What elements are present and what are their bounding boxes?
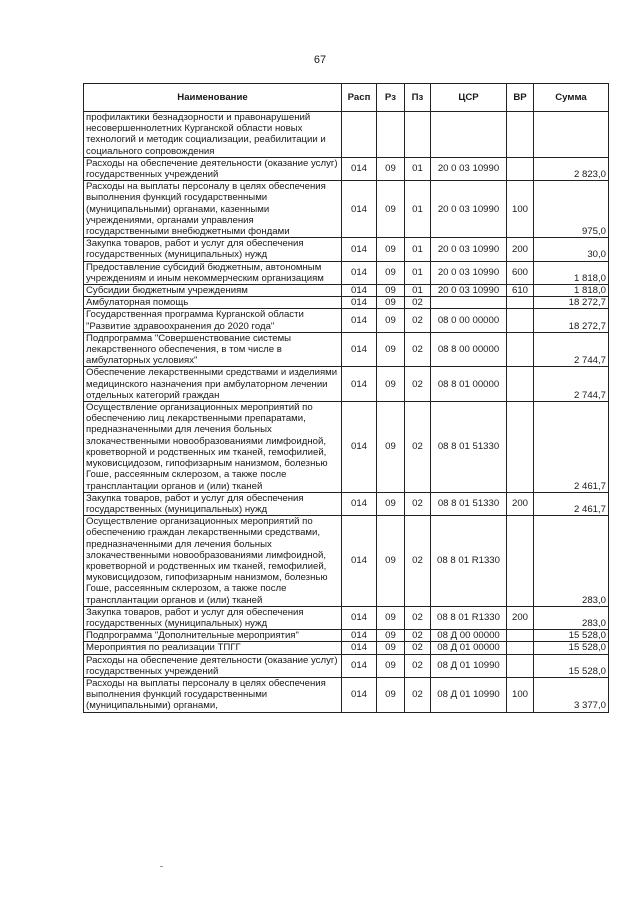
row-sum-cell: 15 528,0 [534, 642, 609, 654]
row-sum-cell [534, 112, 609, 158]
table-row [84, 654, 609, 677]
row-name-cell: Расходы на обеспечение деятельности (оказание услуг) государственных учреждений [84, 654, 342, 677]
row-rz-cell: 09 [377, 606, 405, 629]
row-vr-cell: 100 [507, 181, 534, 238]
header-pz: Пз [405, 84, 431, 112]
row-vr-cell: 200 [507, 238, 534, 261]
row-csr-cell: 20 0 03 10990 [431, 181, 507, 238]
row-rasp-cell: 014 [342, 367, 377, 402]
row-pz-cell: 02 [405, 606, 431, 629]
row-sum-cell: 3 377,0 [534, 677, 609, 712]
row-vr-cell [507, 402, 534, 493]
row-vr-cell [507, 642, 534, 654]
row-rz-cell [377, 112, 405, 158]
row-rasp-cell: 014 [342, 630, 377, 642]
row-name-cell: Государственная программа Курганской области "Развитие здравоохранения до 2020 года" [84, 309, 342, 332]
row-rasp-cell: 014 [342, 332, 377, 367]
row-vr-cell [507, 630, 534, 642]
row-sum-cell: 1 818,0 [534, 261, 609, 284]
row-csr-cell: 20 0 03 10990 [431, 238, 507, 261]
row-rz-cell: 09 [377, 157, 405, 180]
table-row [84, 157, 609, 180]
row-rz-cell: 09 [377, 238, 405, 261]
row-pz-cell: 01 [405, 181, 431, 238]
row-vr-cell [507, 157, 534, 180]
row-rasp-cell: 014 [342, 238, 377, 261]
row-rasp-cell: 014 [342, 516, 377, 607]
row-name-cell: Амбулаторная помощь [84, 297, 342, 309]
row-rz-cell: 09 [377, 309, 405, 332]
row-sum-cell: 18 272,7 [534, 309, 609, 332]
row-vr-cell [507, 367, 534, 402]
row-rz-cell: 09 [377, 402, 405, 493]
row-rasp-cell: 014 [342, 642, 377, 654]
row-sum-cell: 283,0 [534, 516, 609, 607]
row-name-cell: Подпрограмма "Дополнительные мероприятия" [84, 630, 342, 642]
row-rz-cell: 09 [377, 630, 405, 642]
row-rz-cell: 09 [377, 261, 405, 284]
row-name-cell: Осуществление организационных мероприятий по обеспечению лиц лекарственными препаратами, предназначенными для лечения больных злокачественными новообразованиями лимфоидной, кроветворной и родственных им тканей, гемофилией, муковисцидозом, гипофизарным нанизмом, болезнью Гоше, рассеянным склерозом, а также после трансплантации органов и (или) тканей [84, 402, 342, 493]
row-rasp-cell: 014 [342, 181, 377, 238]
table-row [84, 630, 609, 642]
row-vr-cell [507, 654, 534, 677]
table-body [84, 112, 609, 713]
row-rasp-cell: 014 [342, 606, 377, 629]
row-csr-cell: 08 Д 01 10990 [431, 654, 507, 677]
row-rasp-cell [342, 112, 377, 158]
row-pz-cell: 02 [405, 402, 431, 493]
row-pz-cell: 02 [405, 297, 431, 309]
row-vr-cell: 200 [507, 492, 534, 515]
row-rasp-cell: 014 [342, 285, 377, 297]
row-rasp-cell: 014 [342, 677, 377, 712]
row-csr-cell: 08 8 01 R1330 [431, 516, 507, 607]
row-name-cell: Закупка товаров, работ и услуг для обеспечения государственных (муниципальных) нужд [84, 238, 342, 261]
row-csr-cell: 08 8 01 R1330 [431, 606, 507, 629]
row-csr-cell: 08 8 01 51330 [431, 402, 507, 493]
row-csr-cell: 20 0 03 10990 [431, 157, 507, 180]
row-csr-cell: 08 Д 01 00000 [431, 642, 507, 654]
row-sum-cell: 2 461,7 [534, 402, 609, 493]
table-row [84, 285, 609, 297]
row-csr-cell: 08 8 01 00000 [431, 367, 507, 402]
row-name-cell: Расходы на выплаты персоналу в целях обеспечения выполнения функций государственными (муниципальными) органами, казенными учреждениями, органами управления государственными внебюджетными фондами [84, 181, 342, 238]
header-csr: ЦСР [431, 84, 507, 112]
row-name-cell: Осуществление организационных мероприятий по обеспечению граждан лекарственными средствами, предназначенными для лечения больных злокачественными новообразованиями лимфоидной, кроветворной и родственных им тканей, гемофилией, муковисцидозом, гипофизарным нанизмом, болезнью Гоше, рассеянным склерозом, а также после трансплантации органов и (или) тканей [84, 516, 342, 607]
row-sum-cell: 975,0 [534, 181, 609, 238]
row-name-cell: Субсидии бюджетным учреждениям [84, 285, 342, 297]
row-pz-cell: 01 [405, 261, 431, 284]
row-rasp-cell: 014 [342, 297, 377, 309]
table-header-row [84, 84, 609, 112]
table-row [84, 238, 609, 261]
row-vr-cell [507, 112, 534, 158]
row-pz-cell: 02 [405, 367, 431, 402]
table-row [84, 642, 609, 654]
row-vr-cell: 100 [507, 677, 534, 712]
header-sum: Сумма [534, 84, 609, 112]
row-csr-cell: 20 0 03 10990 [431, 261, 507, 284]
row-sum-cell: 15 528,0 [534, 654, 609, 677]
row-rz-cell: 09 [377, 367, 405, 402]
row-csr-cell [431, 297, 507, 309]
row-sum-cell: 283,0 [534, 606, 609, 629]
header-vr: ВР [507, 84, 534, 112]
row-sum-cell: 2 744,7 [534, 367, 609, 402]
row-sum-cell: 2 823,0 [534, 157, 609, 180]
row-name-cell: Мероприятия по реализации ТПГГ [84, 642, 342, 654]
row-sum-cell: 2 461,7 [534, 492, 609, 515]
row-rasp-cell: 014 [342, 261, 377, 284]
row-rasp-cell: 014 [342, 402, 377, 493]
row-rz-cell: 09 [377, 297, 405, 309]
budget-table [83, 83, 609, 713]
row-rz-cell: 09 [377, 492, 405, 515]
row-name-cell: Предоставление субсидий бюджетным, автономным учреждениям и иным некоммерческим организациям [84, 261, 342, 284]
row-pz-cell: 02 [405, 332, 431, 367]
row-sum-cell: 1 818,0 [534, 285, 609, 297]
row-rz-cell: 09 [377, 654, 405, 677]
row-csr-cell: 08 8 00 00000 [431, 332, 507, 367]
row-rasp-cell: 014 [342, 309, 377, 332]
table-row [84, 367, 609, 402]
row-vr-cell [507, 516, 534, 607]
row-name-cell: Расходы на обеспечение деятельности (оказание услуг) государственных учреждений [84, 157, 342, 180]
table-row [84, 297, 609, 309]
table-row [84, 309, 609, 332]
table-row [84, 402, 609, 493]
row-vr-cell [507, 297, 534, 309]
row-rz-cell: 09 [377, 181, 405, 238]
row-name-cell: Закупка товаров, работ и услуг для обеспечения государственных (муниципальных) нужд [84, 492, 342, 515]
header-rasp: Расп [342, 84, 377, 112]
row-vr-cell: 200 [507, 606, 534, 629]
row-sum-cell: 15 528,0 [534, 630, 609, 642]
table-row [84, 181, 609, 238]
row-rz-cell: 09 [377, 677, 405, 712]
header-rz: Рз [377, 84, 405, 112]
row-pz-cell: 01 [405, 238, 431, 261]
table-row [84, 261, 609, 284]
row-name-cell: Подпрограмма "Совершенствование системы лекарственного обеспечения, в том числе в амбулаторных условиях" [84, 332, 342, 367]
row-sum-cell: 18 272,7 [534, 297, 609, 309]
row-rz-cell: 09 [377, 332, 405, 367]
row-name-cell: Закупка товаров, работ и услуг для обеспечения государственных (муниципальных) нужд [84, 606, 342, 629]
row-vr-cell: 610 [507, 285, 534, 297]
row-rasp-cell: 014 [342, 492, 377, 515]
row-vr-cell [507, 332, 534, 367]
row-sum-cell: 2 744,7 [534, 332, 609, 367]
row-name-cell: Обеспечение лекарственными средствами и изделиями медицинского назначения при амбулаторном лечении отдельных категорий граждан [84, 367, 342, 402]
row-rz-cell: 09 [377, 285, 405, 297]
row-vr-cell [507, 309, 534, 332]
row-csr-cell: 08 Д 01 10990 [431, 677, 507, 712]
table-row [84, 606, 609, 629]
row-pz-cell: 02 [405, 654, 431, 677]
page-number: 67 [313, 54, 327, 66]
row-pz-cell: 02 [405, 642, 431, 654]
row-csr-cell: 08 8 01 51330 [431, 492, 507, 515]
row-sum-cell: 30,0 [534, 238, 609, 261]
row-pz-cell: 01 [405, 157, 431, 180]
row-csr-cell [431, 112, 507, 158]
row-name-cell: Расходы на выплаты персоналу в целях обеспечения выполнения функций государственными (муниципальными) органами, [84, 677, 342, 712]
table-row [84, 516, 609, 607]
row-pz-cell: 02 [405, 630, 431, 642]
table-row [84, 332, 609, 367]
row-csr-cell: 08 0 00 00000 [431, 309, 507, 332]
row-rz-cell: 09 [377, 516, 405, 607]
row-vr-cell: 600 [507, 261, 534, 284]
row-pz-cell: 02 [405, 309, 431, 332]
row-pz-cell: 02 [405, 516, 431, 607]
table-row [84, 112, 609, 158]
row-pz-cell [405, 112, 431, 158]
row-rz-cell: 09 [377, 642, 405, 654]
row-rasp-cell: 014 [342, 654, 377, 677]
row-pz-cell: 02 [405, 492, 431, 515]
scan-mark [160, 866, 163, 867]
row-pz-cell: 02 [405, 677, 431, 712]
table-row [84, 492, 609, 515]
row-csr-cell: 08 Д 00 00000 [431, 630, 507, 642]
header-name: Наименование [84, 84, 342, 112]
row-csr-cell: 20 0 03 10990 [431, 285, 507, 297]
row-rasp-cell: 014 [342, 157, 377, 180]
table-row [84, 677, 609, 712]
row-pz-cell: 01 [405, 285, 431, 297]
row-name-cell: профилактики безнадзорности и правонарушений несовершеннолетних Курганской области новых технологий и методик социализации, реабилитации и социального сопровождения [84, 112, 342, 158]
